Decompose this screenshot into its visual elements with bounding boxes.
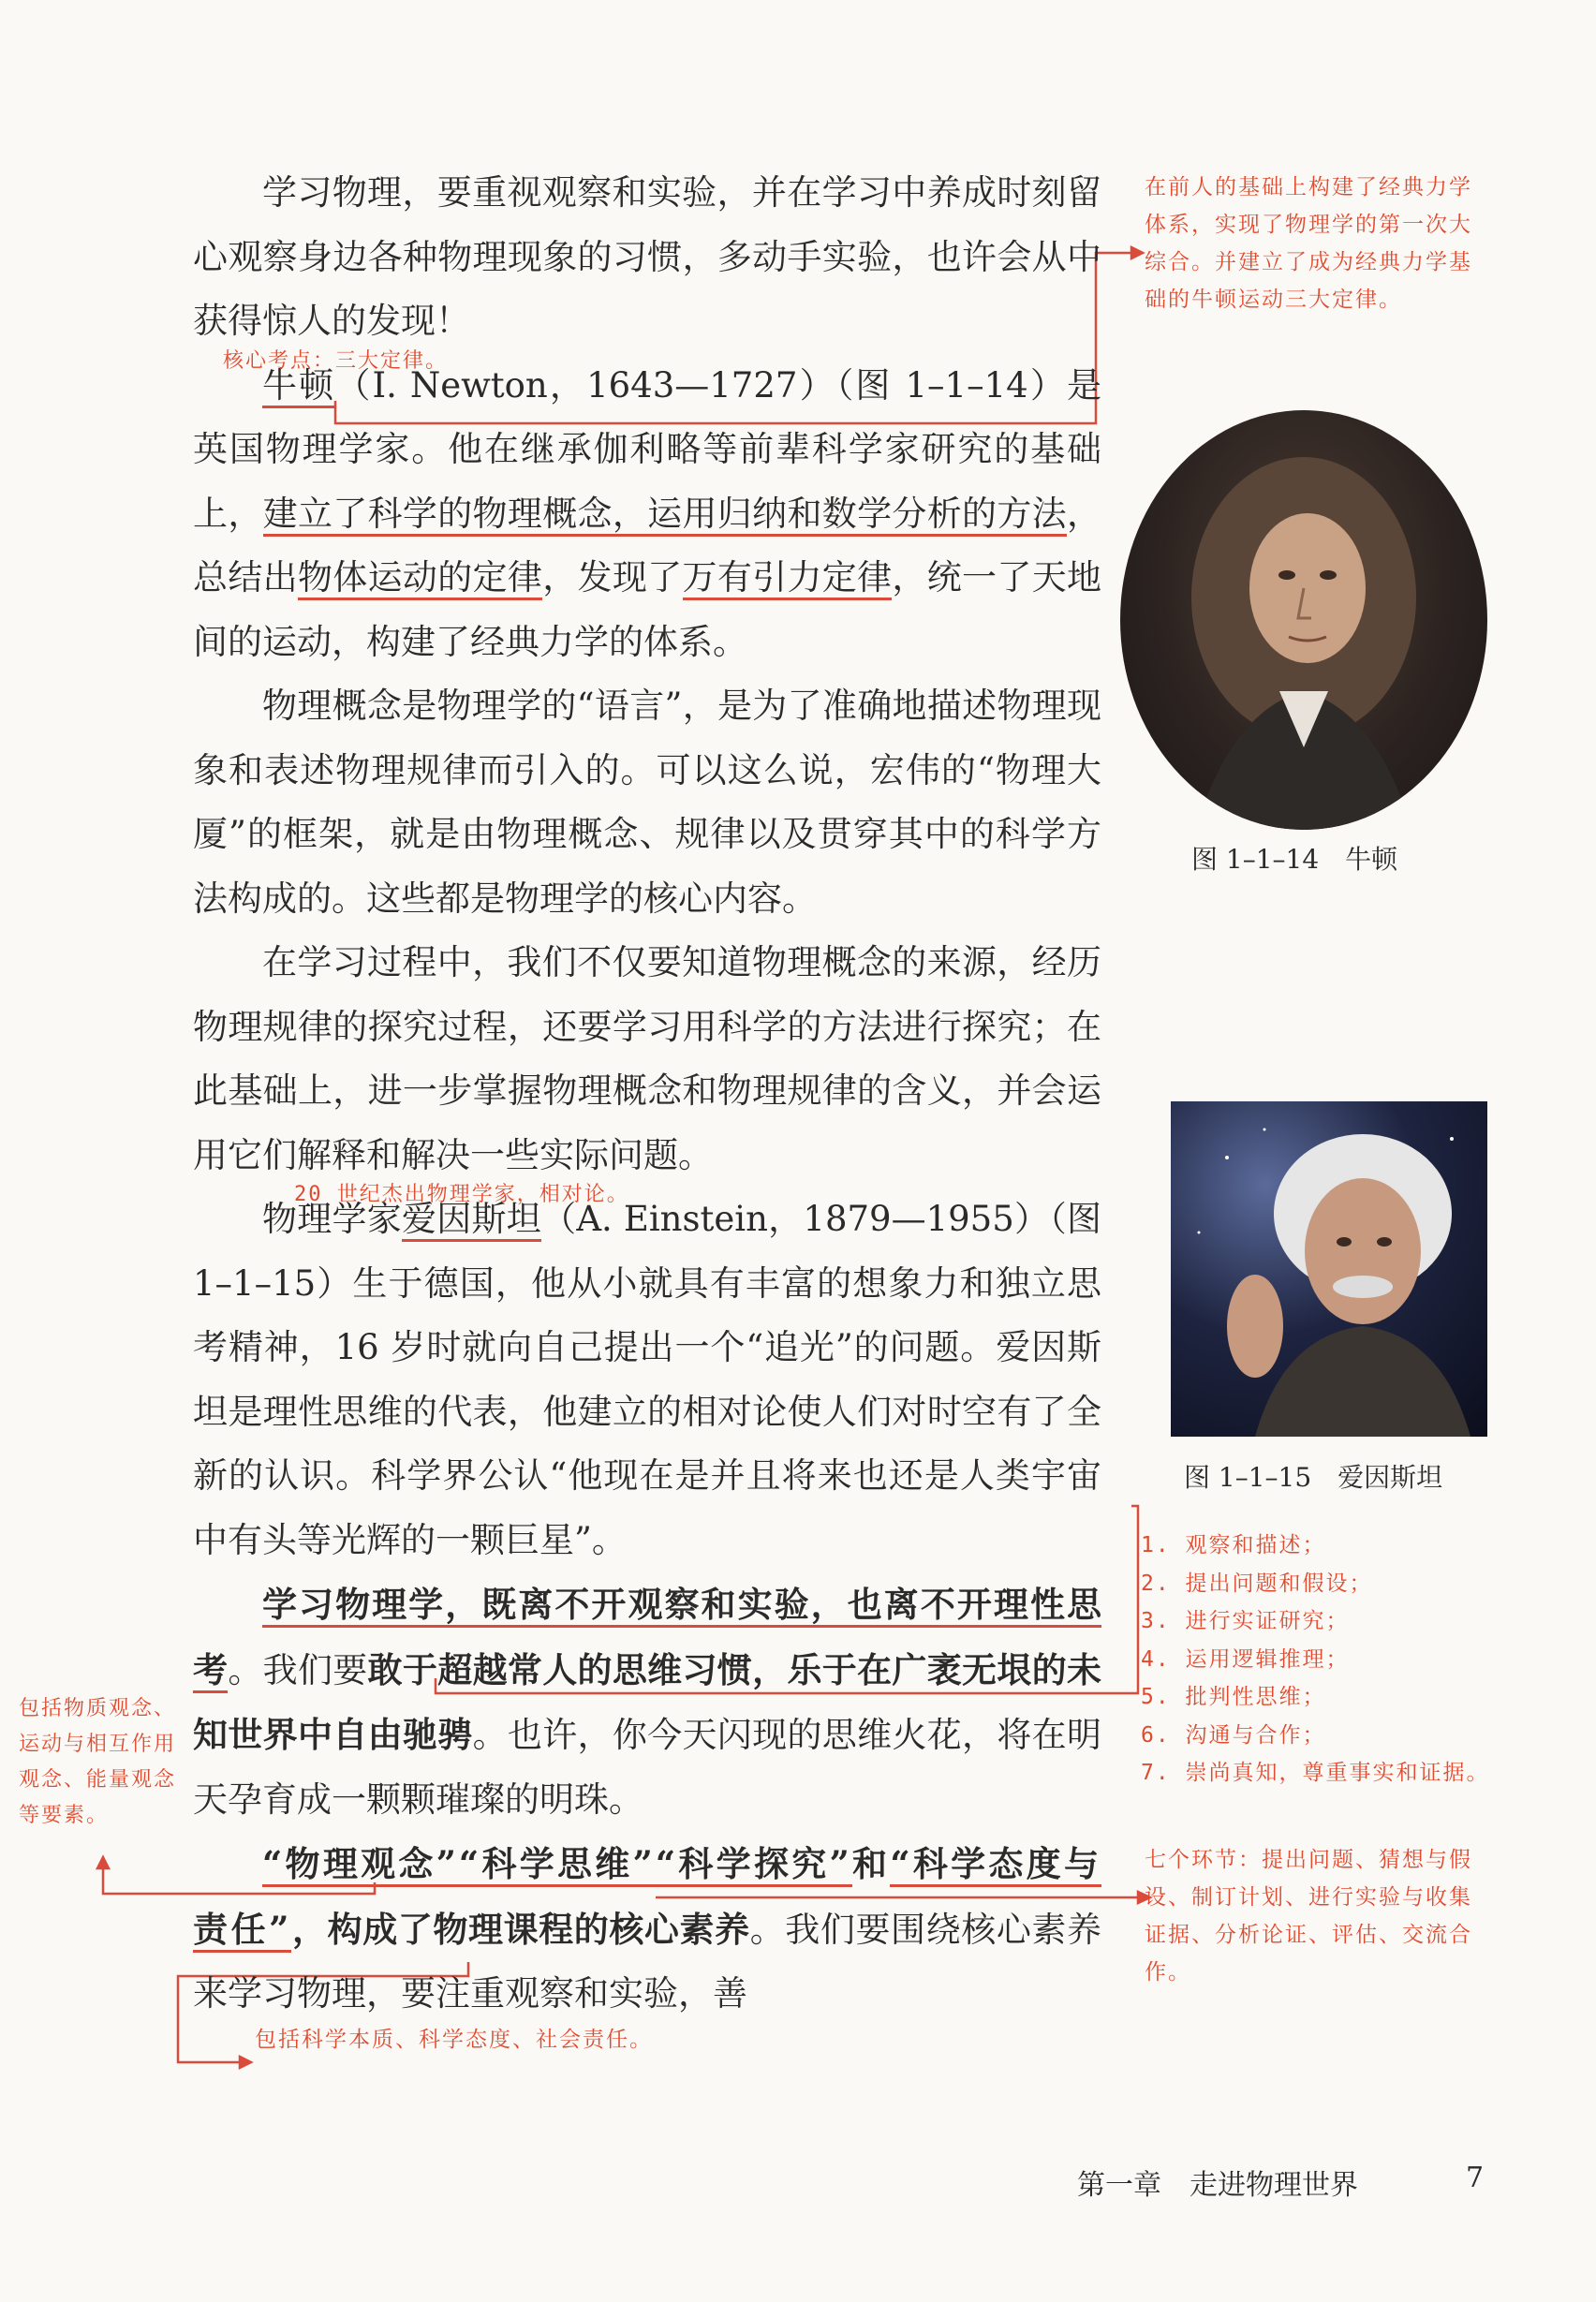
newton-caption: 图 1–1–14 牛顿 <box>1191 844 1398 875</box>
paragraph-einstein <box>193 1188 1101 1572</box>
core-point-annotation: 核心考点：三大定律。 <box>223 349 449 373</box>
paragraph-core-literacy <box>193 1832 1101 2027</box>
inquiry-annotation: 七个环节：提出问题、猜想与假设、制订计划、进行实验与收集证据、分析论证、评估、交流合作。 <box>1145 1848 1472 1985</box>
thinking-item: 2. 提出问题和假设； <box>1141 1571 1373 1596</box>
newton-underline-concepts: 建立了科学的物理概念，运用归纳和数学分析的方法 <box>263 494 1067 537</box>
concept-annotation: 包括物质观念、运动与相互作用观念、能量观念等要素。 <box>19 1697 177 1827</box>
newton-text-2: ，总结出 <box>193 493 1101 598</box>
core-attitude: “科学态度与责任” <box>193 1843 1101 1953</box>
newton-figure <box>1120 410 1487 830</box>
einstein-name: 爱因斯坦 <box>402 1199 541 1242</box>
thinking-item: 4. 运用逻辑推理； <box>1141 1646 1350 1672</box>
thinking-text-1: 。我们要 <box>228 1649 368 1690</box>
core-thinking: “科学思维” <box>459 1843 656 1887</box>
einstein-photo <box>1171 1101 1487 1437</box>
attitude-annotation: 包括科学本质、科学态度、社会责任。 <box>255 2028 653 2052</box>
core-bold: ，构成了物理课程的核心素养 <box>291 1908 750 1950</box>
einstein-caption: 图 1–1–15 爱因斯坦 <box>1184 1462 1443 1493</box>
paragraph-concepts: 物理概念是物理学的“语言”，是为了准确地描述物理现象和表述物理规律而引入的。可以这么说，宏伟的“物理大厦”的框架，就是由物理概念、规律以及贯穿其中的科学方法构成的。这些都是物理学的核心内容。 <box>193 686 1101 919</box>
einstein-annotation: 20 世纪杰出物理学家，相对论。 <box>294 1183 629 1206</box>
thinking-item: 7. 崇尚真知，尊重事实和证据。 <box>1141 1761 1490 1785</box>
paragraph-newton <box>193 354 1101 675</box>
einstein-figure <box>1171 1101 1487 1437</box>
newton-underline-gravity: 万有引力定律 <box>683 557 893 600</box>
paragraph-thinking <box>193 1572 1101 1832</box>
einstein-text-2: （A. Einstein，1879—1955）（图 1–1–15）生于德国，他从小就具有丰富的想象力和独立思考精神，16 岁时就向自己提出一个“追光”的问题。爱因斯坦是理性思维的代表，他建立的相对论使人们对时空有了全新的认识。科学界公认“他现在是并且将来也还是人类宇宙中有头等光辉的一颗巨星”。 <box>193 1199 1102 1560</box>
newton-text-3: ，发现了 <box>542 557 683 598</box>
thinking-bold-1: 学习物理学，既离不开观察和实验，也离不开理性思考 <box>193 1584 1101 1693</box>
paragraph-observe: 学习物理，要重视观察和实验，并在学习中养成时刻留心观察身边各种物理现象的习惯，多动手实验，也许会从中获得惊人的发现！ <box>193 172 1101 341</box>
core-inquiry: “科学探究” <box>656 1843 852 1887</box>
chapter-title: 第一章 走进物理世界 <box>1077 2169 1358 2202</box>
thinking-item: 3. 进行实证研究； <box>1141 1609 1350 1633</box>
newton-annotation: 在前人的基础上构建了经典力学体系，实现了物理学的第一次大综合。并建立了成为经典力学基础的牛顿运动三大定律。 <box>1145 175 1472 312</box>
thinking-item: 5. 批判性思维； <box>1141 1685 1326 1709</box>
newton-text-1: （I. Newton，1643—1727）（图 1–1–14）是英国物理学家。他在继承伽利略等前辈科学家研究的基础上， <box>193 364 1101 534</box>
thinking-item: 6. 沟通与合作； <box>1141 1722 1326 1748</box>
einstein-text-1: 物理学家 <box>262 1199 403 1239</box>
thinking-text-2: 。也许，你今天闪现的思维火花，将在明天孕育成一颗颗璀璨的明珠。 <box>193 1715 1102 1820</box>
core-concept: “物理观念” <box>262 1843 459 1887</box>
newton-underline-laws: 物体运动的定律 <box>298 557 542 600</box>
thinking-list <box>1141 1527 1553 1793</box>
page-number: 7 <box>1466 2162 1485 2194</box>
newton-portrait <box>1120 410 1487 830</box>
newton-text-4: ，统一了天地间的运动，构建了经典力学的体系。 <box>193 557 1102 662</box>
page-footer <box>1077 2162 1485 2203</box>
core-text: 。我们要围绕核心素养来学习物理，要注重观察和实验，善 <box>193 1909 1101 2014</box>
core-and: 和 <box>851 1843 891 1884</box>
paragraph-learning: 在学习过程中，我们不仅要知道物理概念的来源，经历物理规律的探究过程，还要学习用科学的方法进行探究；在此基础上，进一步掌握物理概念和物理规律的含义，并会运用它们解释和解决一些实际问题。 <box>193 942 1101 1175</box>
newton-name: 牛顿 <box>262 365 335 408</box>
main-text <box>193 161 1101 2027</box>
thinking-bold-2: 敢于超越常人的思维习惯，乐于在广袤无垠的未知世界中自由驰骋 <box>193 1648 1102 1755</box>
thinking-item: 1. 观察和描述； <box>1141 1533 1326 1557</box>
